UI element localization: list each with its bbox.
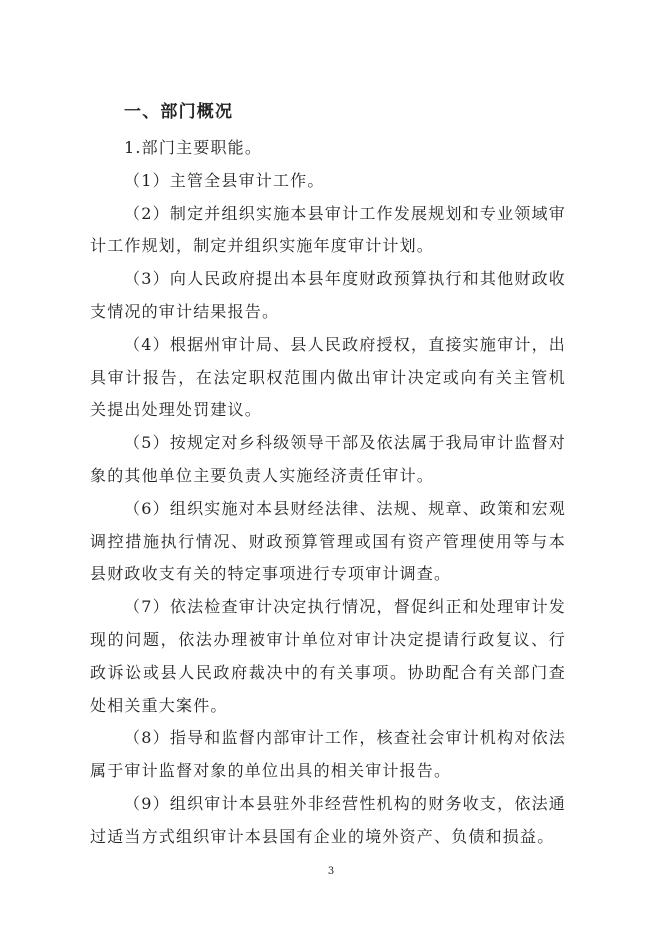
paragraph (90, 165, 566, 198)
paragraph-line: （8）指导和监督内部审计工作，核查社会审计机构对依法 (124, 728, 566, 748)
paragraph-list (90, 165, 566, 854)
paragraph-line: 县财政收支有关的特定事项进行专项审计调查。 (90, 564, 452, 584)
paragraph-line: （3）向人民政府提出本县年度财政预算执行和其他财政收 (124, 269, 566, 289)
paragraph-line: （1）主管全县审计工作。 (124, 170, 325, 190)
paragraph (90, 427, 566, 493)
paragraph-line: 处相关重大案件。 (90, 695, 228, 715)
subsection-heading: 1.部门主要职能。 (124, 138, 263, 157)
paragraph-line: （5）按规定对乡科级领导干部及依法属于我局审计监督对 (124, 433, 566, 453)
paragraph (90, 263, 566, 329)
paragraph-line: 属于审计监督对象的单位出具的相关审计报告。 (90, 761, 452, 781)
paragraph-line: （4）根据州审计局、县人民政府授权，直接实施审计，出 (124, 334, 566, 354)
paragraph (90, 493, 566, 591)
paragraph-line: 关提出处理处罚建议。 (90, 400, 263, 420)
paragraph-line: （7）依法检查审计决定执行情况，督促纠正和处理审计发 (124, 597, 566, 617)
paragraph-line: （9）组织审计本县驻外非经营性机构的财务收支，依法通 (124, 793, 566, 813)
paragraph (90, 591, 566, 722)
paragraph-line: 具审计报告，在法定职权范围内做出审计决定或向有关主管机 (90, 367, 566, 387)
paragraph (90, 198, 566, 264)
paragraph-line: （6）组织实施对本县财经法律、法规、规章、政策和宏观 (124, 498, 566, 518)
page-number: 3 (327, 866, 335, 877)
section-heading: 一、部门概况 (124, 102, 234, 122)
paragraph-line: 现的问题，依法办理被审计单位对审计决定提请行政复议、行 (90, 629, 566, 649)
paragraph (90, 329, 566, 427)
paragraph (90, 722, 566, 788)
paragraph-line: 调控措施执行情况、财政预算管理或国有资产管理使用等与本 (90, 531, 566, 551)
paragraph-line: 过适当方式组织审计本县国有企业的境外资产、负债和损益。 (90, 826, 555, 846)
paragraph-line: （2）制定并组织实施本县审计工作发展规划和专业领域审 (124, 203, 566, 223)
paragraph-line: 计工作规划，制定并组织实施年度审计计划。 (90, 236, 435, 256)
document-page (90, 96, 566, 854)
paragraph-line: 政诉讼或县人民政府裁决中的有关事项。协助配合有关部门查 (90, 662, 566, 682)
paragraph-line: 象的其他单位主要负责人实施经济责任审计。 (90, 465, 435, 485)
paragraph (90, 788, 566, 854)
paragraph-line: 支情况的审计结果报告。 (90, 301, 280, 321)
